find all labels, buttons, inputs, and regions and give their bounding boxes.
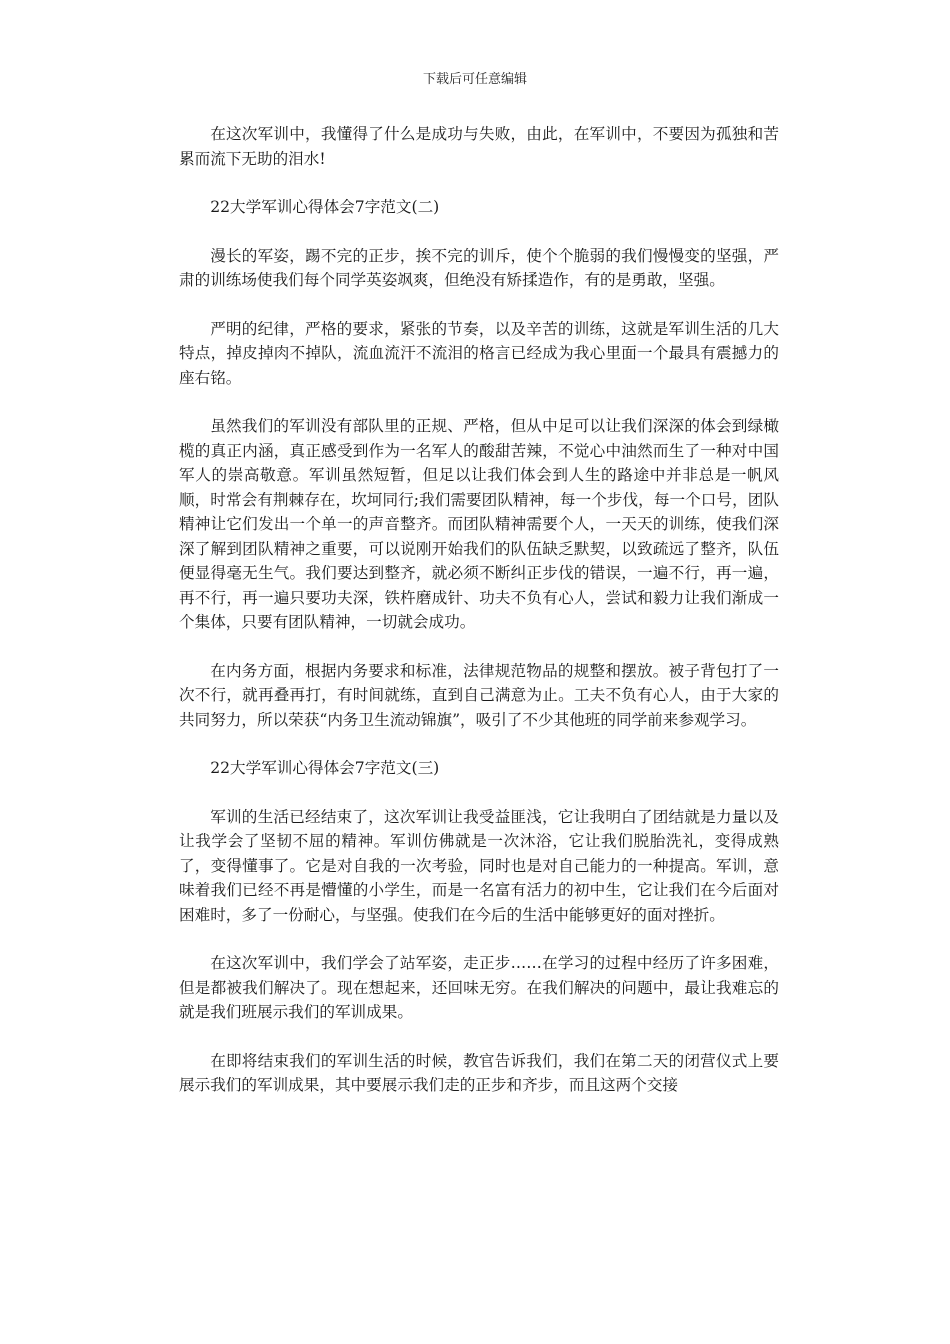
section-heading: 22大学军训心得体会7字范文(二) [210,198,440,216]
page-header: 下载后可任意编辑 [422,72,527,87]
document-body [179,122,779,1122]
paragraph: 在内务方面，根据内务要求和标准，法律规范物品的规整和摆放。被子背包打了一次不行，就再叠再打，有时间就练，直到自己满意为止。工夫不负有心人，由于大家的共同努力，所以荣获“内务卫生流动锦旗”，吸引了不少其他班的同学前来参观学习。 [179,661,779,729]
paragraph: 在即将结束我们的军训生活的时候，教官告诉我们，我们在第二天的闭营仪式上要展示我们的军训成果，其中要展示我们走的正步和齐步，而且这两个交接 [179,1051,779,1094]
paragraph: 在这次军训中，我们学会了站军姿，走正步……在学习的过程中经历了许多困难，但是都被我们解决了。现在想起来，还回味无穷。在我们解决的问题中，最让我难忘的就是我们班展示我们的军训成果。 [179,954,779,1021]
paragraph: 虽然我们的军训没有部队里的正规、严格，但从中足可以让我们深深的体会到绿橄榄的真正内涵，真正感受到作为一名军人的酸甜苦辣，不觉心中油然而生了一种对中国军人的崇高敬意。军训虽然短暂，但足以让我们体会到人生的路途中并非总是一帆风顺，时常会有荆棘存在，坎坷同行;我们需要团队精神，每一个步伐，每一个口号，团队精神让它们发出一个单一的声音整齐。而团队精神需要个人，一天天的训练，使我们深深了解到团队精神之重要，可以说刚开始我们的队伍缺乏默契，以致疏远了整齐，队伍便显得毫无生气。我们要达到整齐，就必须不断纠正步伐的错误，一遍不行，再一遍，再不行，再一遍只要功夫深，铁杵磨成针、功夫不负有心人，尝试和毅力让我们渐成一个集体，只要有团队精神，一切就会成功。 [179,417,779,631]
paragraph: 严明的纪律，严格的要求，紧张的节奏，以及辛苦的训练，这就是军训生活的几大特点，掉皮掉肉不掉队，流血流汗不流泪的格言已经成为我心里面一个最具有震撼力的座右铭。 [179,319,779,387]
paragraph: 在这次军训中，我懂得了什么是成功与失败，由此，在军训中，不要因为孤独和苦累而流下无助的泪水! [179,125,779,168]
paragraph: 漫长的军姿，踢不完的正步，挨不完的训斥，使个个脆弱的我们慢慢变的坚强，严肃的训练场使我们每个同学英姿飒爽，但绝没有矫揉造作，有的是勇敢，坚强。 [179,246,779,289]
section-heading: 22大学军训心得体会7字范文(三) [210,759,440,777]
paragraph: 军训的生活已经结束了，这次军训让我受益匪浅，它让我明白了团结就是力量以及让我学会了坚韧不屈的精神。军训仿佛就是一次沐浴，它让我们脱胎洗礼，变得成熟了，变得懂事了。它是对自我的一次考验，同时也是对自己能力的一种提高。军训，意味着我们已经不再是懵懂的小学生，而是一名富有活力的初中生，它让我们在今后面对困难时，多了一份耐心，与坚强。使我们在今后的生活中能够更好的面对挫折。 [179,807,779,924]
